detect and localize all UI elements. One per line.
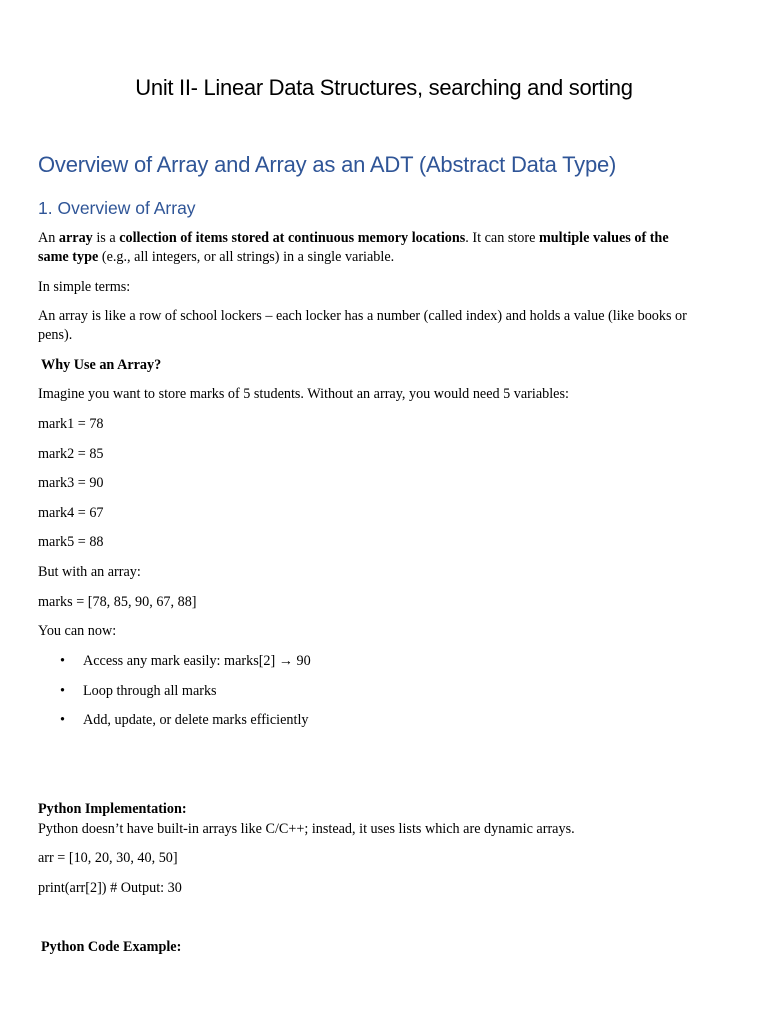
code-line: arr = [10, 20, 30, 40, 50]	[38, 850, 178, 866]
term-array: array	[58, 230, 93, 246]
unit-title: Unit II- Linear Data Structures, searching and sorting	[135, 75, 633, 100]
why-text: Imagine you want to store marks of 5 students. Without an array, you would need 5 variables:	[38, 386, 569, 402]
section-heading: Overview of Array and Array as an ADT (Abstract Data Type)	[38, 152, 617, 177]
python-impl-text: Python doesn’t have built-in arrays like C/C++; instead, it uses lists which are dynamic arrays.	[38, 821, 575, 837]
list-item: • Access any mark easily: marks[2] → 90	[60, 653, 311, 669]
you-can-now-text: You can now:	[38, 623, 117, 639]
list-item: • Add, update, or delete marks efficiently	[60, 712, 309, 728]
mark3-line: mark3 = 90	[38, 475, 104, 491]
python-impl-heading: Python Implementation:	[38, 801, 187, 817]
subsection-heading: 1. Overview of Array	[38, 198, 196, 218]
intro-paragraph: An array is a collection of items stored at continuous memory locations. It can store multiple values of the same type (e.g., all integers, or all strings) in a single variable.	[38, 230, 669, 265]
marks-array-line: marks = [78, 85, 90, 67, 88]	[38, 594, 197, 610]
mark5-line: mark5 = 88	[38, 534, 104, 550]
mark1-line: mark1 = 78	[38, 416, 104, 432]
why-heading: Why Use an Array?	[41, 357, 162, 373]
list-item: • Loop through all marks	[60, 683, 217, 699]
term-same-type: same type	[38, 249, 99, 265]
code-line: print(arr[2]) # Output: 30	[38, 880, 182, 896]
bullet-icon: •	[60, 712, 65, 728]
simple-terms-text: In simple terms:	[38, 279, 131, 295]
mark4-line: mark4 = 67	[38, 505, 104, 521]
analogy-paragraph: An array is like a row of school lockers – each locker has a number (called index) and holds a value (like books or pens).	[38, 308, 687, 343]
mark2-line: mark2 = 85	[38, 446, 104, 462]
term-multiple-values: multiple values of the	[538, 230, 669, 246]
but-with-text: But with an array:	[38, 564, 141, 580]
term-collection: collection of items stored at continuous memory locations	[119, 230, 466, 246]
bullet-icon: •	[60, 653, 65, 669]
bullet-icon: •	[60, 683, 65, 699]
python-example-heading: Python Code Example:	[41, 939, 182, 955]
